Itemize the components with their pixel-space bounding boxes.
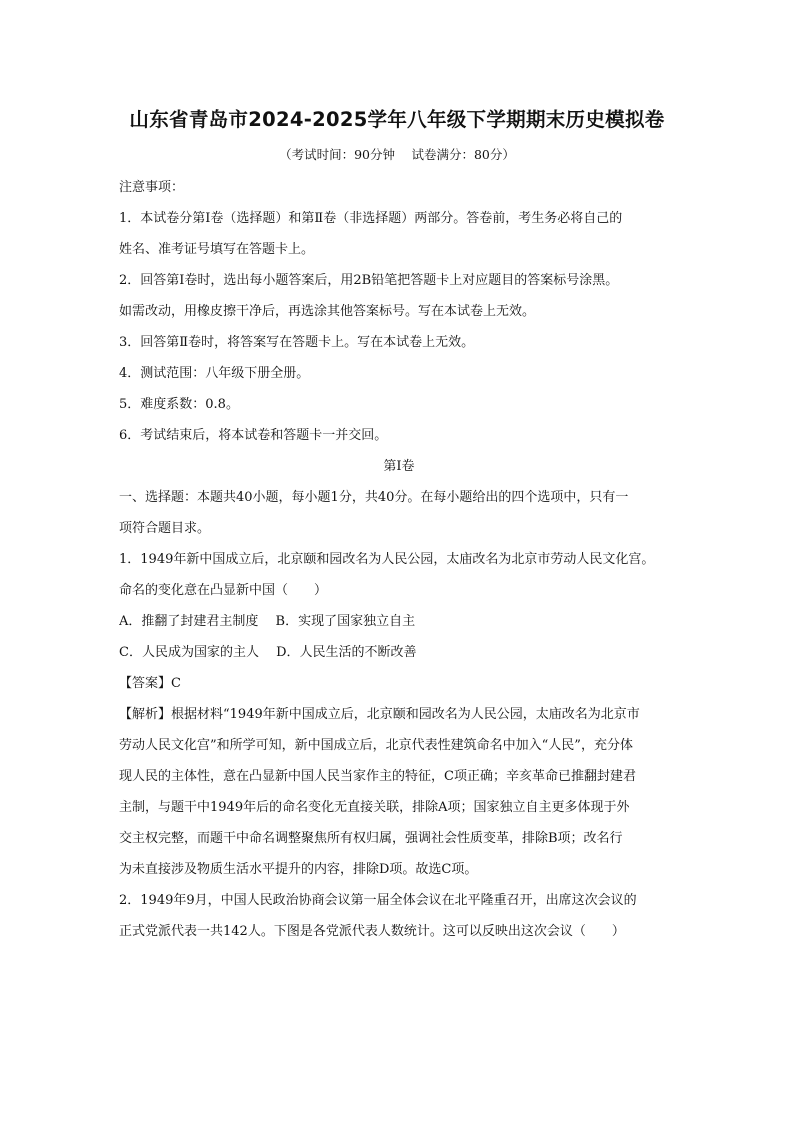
note-line: 2．回答第Ⅰ卷时，选出每小题答案后，用2B铅笔把答题卡上对应题目的答案标号涂黑。 xyxy=(119,273,619,288)
question-1-answer: 【答案】C xyxy=(119,676,181,691)
note-line: 5．难度系数：0.8。 xyxy=(119,397,239,412)
section-heading-line: 项符合题目求。 xyxy=(119,521,211,536)
question-2-stem-line: 正式党派代表一共142人。下图是各党派代表人数统计。这可以反映出这次会议（ ） xyxy=(119,924,625,939)
note-line: 4．测试范围：八年级下册全册。 xyxy=(119,366,310,381)
part-title: 第Ⅰ卷 xyxy=(383,459,415,474)
exam-body xyxy=(119,172,679,947)
note-line: 1．本试卷分第Ⅰ卷（选择题）和第Ⅱ卷（非选择题）两部分。答卷前，考生务必将自己的 xyxy=(119,211,623,226)
notes-heading: 注意事项： xyxy=(119,180,185,195)
question-1-analysis-line: 现人民的主体性，意在凸显新中国人民当家作主的特征，C项正确；辛亥革命已推翻封建君 xyxy=(119,769,636,784)
note-line: 6．考试结束后，将本试卷和答题卡一并交回。 xyxy=(119,428,388,443)
question-1-analysis-line: 为未直接涉及物质生活水平提升的内容，排除D项。故选C项。 xyxy=(119,862,478,877)
question-1-stem-line: 1．1949年新中国成立后，北京颐和园改名为人民公园，太庙改名为北京市劳动人民文化宫。 xyxy=(119,552,655,567)
question-1-options-line: A．推翻了封建君主制度 B．实现了国家独立自主 xyxy=(119,614,416,629)
question-1-stem-line: 命名的变化意在凸显新中国（ ） xyxy=(119,583,328,598)
question-1-options-line: C．人民成为国家的主人 D．人民生活的不断改善 xyxy=(119,645,417,660)
note-line: 姓名、准考证号填写在答题卡上。 xyxy=(119,242,315,257)
exam-subtitle: （考试时间：90分钟 试卷满分：80分） xyxy=(279,147,515,162)
note-line: 3．回答第Ⅱ卷时，将答案写在答题卡上。写在本试卷上无效。 xyxy=(119,335,475,350)
question-1-analysis-line: 【解析】根据材料“1949年新中国成立后，北京颐和园改名为人民公园，太庙改名为北京市 xyxy=(119,707,640,722)
question-1-analysis-line: 劳动人民文化宫”和所学可知，新中国成立后，北京代表性建筑命名中加入“人民”，充分体 xyxy=(119,738,633,753)
exam-title: 山东省青岛市2024-2025学年八年级下学期期末历史模拟卷 xyxy=(129,108,665,131)
question-1-analysis-line: 主制，与题干中1949年后的命名变化无直接关联，排除A项；国家独立自主更多体现于外 xyxy=(119,800,630,815)
note-line: 如需改动，用橡皮擦干净后，再选涂其他答案标号。写在本试卷上无效。 xyxy=(119,304,536,319)
section-heading-line: 一、选择题：本题共40小题，每小题1分，共40分。在每小题给出的四个选项中，只有一 xyxy=(119,490,629,505)
question-1-analysis-line: 交主权完整，而题干中命名调整聚焦所有权归属，强调社会性质变革，排除B项；改名行 xyxy=(119,831,623,846)
question-2-stem-line: 2．1949年9月，中国人民政治协商会议第一届全体会议在北平隆重召开，出席这次会议的 xyxy=(119,893,637,908)
